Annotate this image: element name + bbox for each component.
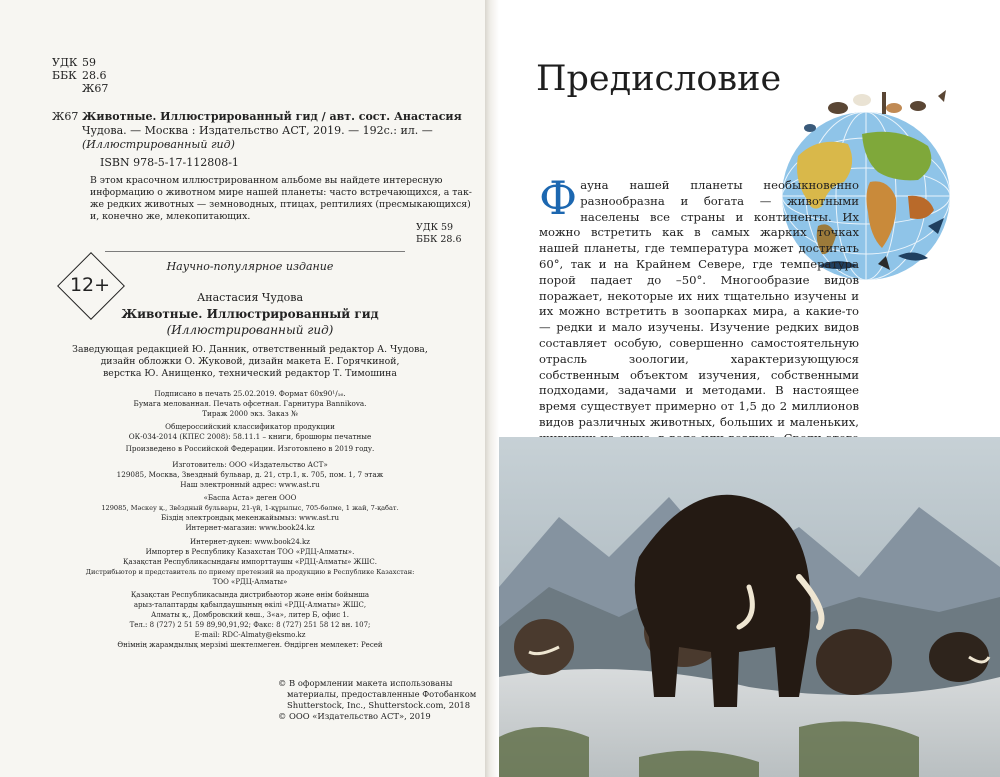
maker-line: Изготовитель: ООО «Издательство АСТ» bbox=[172, 460, 328, 469]
kz-line: E-mail: RDC-Almaty@eksmo.kz bbox=[194, 631, 306, 639]
kz-line: Қазақстан Республикасында дистрибьютор және өнім бойынша bbox=[130, 591, 370, 599]
classifier-line: Общероссийский классификатор продукции bbox=[165, 422, 335, 431]
print-line: Тираж 2000 экз. Заказ № bbox=[202, 409, 298, 418]
abstract-line: же редких животных — земноводных, птицах, рептилиях (пресмыкающихся) bbox=[90, 199, 471, 210]
book-title: Животные. Иллюстрированный гид bbox=[121, 307, 379, 321]
udk-right: УДК 59 bbox=[416, 222, 454, 233]
citation-line-2: Чудова. — Москва : Издательство АСТ, 2019. — 192с.: ил. — bbox=[82, 124, 433, 137]
bbk-value: 28.6 bbox=[82, 69, 107, 82]
udk-value: 59 bbox=[82, 56, 96, 69]
kz-line: Импортер в Республику Казахстан ТОО «РДЦ-Алматы». bbox=[145, 548, 355, 556]
credits-line: дизайн обложки О. Жуковой, дизайн макета Е. Горячкиной, bbox=[100, 356, 400, 367]
copyright-line: материалы, предоставленные Фотобанком bbox=[287, 689, 477, 699]
maker-line: Наш электронный адрес: www.ast.ru bbox=[180, 480, 320, 489]
citation-series: (Иллюстрированный гид) bbox=[82, 138, 235, 151]
mammoth-photo bbox=[499, 437, 1000, 777]
kz-line: Интернет-магазин: www.book24.kz bbox=[185, 524, 315, 532]
divider bbox=[105, 251, 405, 252]
kz-line: Интернет-дүкен: www.book24.kz bbox=[190, 538, 310, 546]
preface-text bbox=[539, 171, 859, 462]
citation-line bbox=[82, 110, 462, 123]
maker-line: 129085, Москва, Звездный бульвар, д. 21, стр.1, к. 705, пом. 1, 7 этаж bbox=[116, 470, 384, 479]
page-title: Предисловие bbox=[536, 59, 782, 99]
print-line: Бумага мелованная. Печать офсетная. Гарнитура Bannikova. bbox=[133, 399, 367, 408]
kz-line: Қазақстан Республикасындағы импорттаушы «РДЦ-Алматы» ЖШС. bbox=[123, 558, 377, 566]
author-name: Анастасия Чудова bbox=[196, 291, 304, 304]
kz-line: «Баспа Аста» деген ООО bbox=[203, 494, 297, 502]
drop-cap: Ф bbox=[539, 171, 578, 225]
left-page bbox=[0, 0, 485, 777]
print-line: Подписано в печать 25.02.2019. Формат 60х90¹/₁₆. bbox=[154, 389, 346, 398]
abstract-line: и, конечно же, млекопитающих. bbox=[90, 211, 251, 222]
author-mark: Ж67 bbox=[52, 110, 79, 123]
copyright-line: © В оформлении макета использованы bbox=[278, 678, 453, 688]
kz-line: арыз-талаптарды қабылдаушының өкілі «РДЦ-Алматы» ЖШС, bbox=[133, 601, 367, 609]
book-gutter bbox=[485, 0, 499, 777]
isbn: ISBN 978-5-17-112808-1 bbox=[100, 156, 239, 169]
preface-body: ауна нашей планеты необыкновенно разнообразна и богата — животными населены все страны и континенты. Их можно встретить как в самых жарких точках нашей планеты, где температура может достигать 60°, так и на Крайнем Севере, где температура порой падает до –50°. Многообразие видов поражает, некоторые их них тщательно изучены и их можно встретить в зоопарках мира, а какие-то — редки и мало изучены. Изучение редких видов составляет особую, совершенно самостоятельную отрасль зоологии, характеризующуюся собственным объектом изучения, собственными подходами, задачами и методами. В настоящее время существует примерно от 1,5 до 2 миллионов видов различных животных, больших и маленьких, bbox=[539, 178, 859, 429]
kz-line: ТОО «РДЦ-Алматы» bbox=[212, 578, 288, 586]
produced-line: Произведено в Российской Федерации. Изготовлено в 2019 году. bbox=[125, 444, 375, 453]
citation-title: Животные. Иллюстрированный гид / авт. сост. Анастасия bbox=[82, 110, 462, 123]
kz-line: Өнімнің жарамдылық мерзімі шектелмеген. Өндірген мемлекет: Ресей bbox=[117, 641, 383, 649]
credits-line: Заведующая редакцией Ю. Данник, ответственный редактор А. Чудова, bbox=[72, 344, 428, 355]
bbk-right: ББК 28.6 bbox=[416, 234, 462, 245]
right-page bbox=[499, 0, 1000, 777]
age-rating-text: 12+ bbox=[69, 274, 111, 296]
kz-line: Алматы қ., Домбровский көш., 3«а», литер Б, офис 1. bbox=[150, 611, 350, 619]
abstract-line: В этом красочном иллюстрированном альбоме вы найдете интересную bbox=[90, 175, 443, 186]
kz-line: Біздің электрондық мекенжайымыз: www.ast.ru bbox=[161, 514, 339, 522]
classifier-line: ОК-034-2014 (КПЕС 2008): 58.11.1 – книги, брошюры печатные bbox=[128, 432, 372, 441]
kz-line: Дистрибьютор и представитель по приему претензий на продукцию в Республике Казахстан: bbox=[85, 568, 415, 576]
credits-line: верстка Ю. Анищенко, технический редактор Т. Тимошина bbox=[103, 368, 397, 379]
edition-type: Научно-популярное издание bbox=[166, 260, 334, 273]
copyright-line: © ООО «Издательство АСТ», 2019 bbox=[278, 711, 431, 721]
abstract-line: информацию о животном мире нашей планеты: часто встречающихся, а так- bbox=[90, 187, 472, 198]
kz-line: Тел.: 8 (727) 2 51 59 89,90,91,92; Факс: 8 (727) 251 58 12 вн. 107; bbox=[129, 621, 371, 629]
author-mark-top: Ж67 bbox=[82, 82, 109, 95]
book-series: (Иллюстрированный гид) bbox=[166, 323, 334, 337]
kz-line: 129085, Мәскеу қ., Звёздный бульвары, 21-үй, 1-құрылыс, 705-бөлме, 1 жай, 7-қабат. bbox=[101, 504, 399, 512]
bbk-label: ББК bbox=[52, 69, 77, 82]
udk-label: УДК bbox=[52, 56, 78, 69]
copyright-line: Shutterstock, Inc., Shutterstock.com, 2018 bbox=[287, 700, 471, 710]
